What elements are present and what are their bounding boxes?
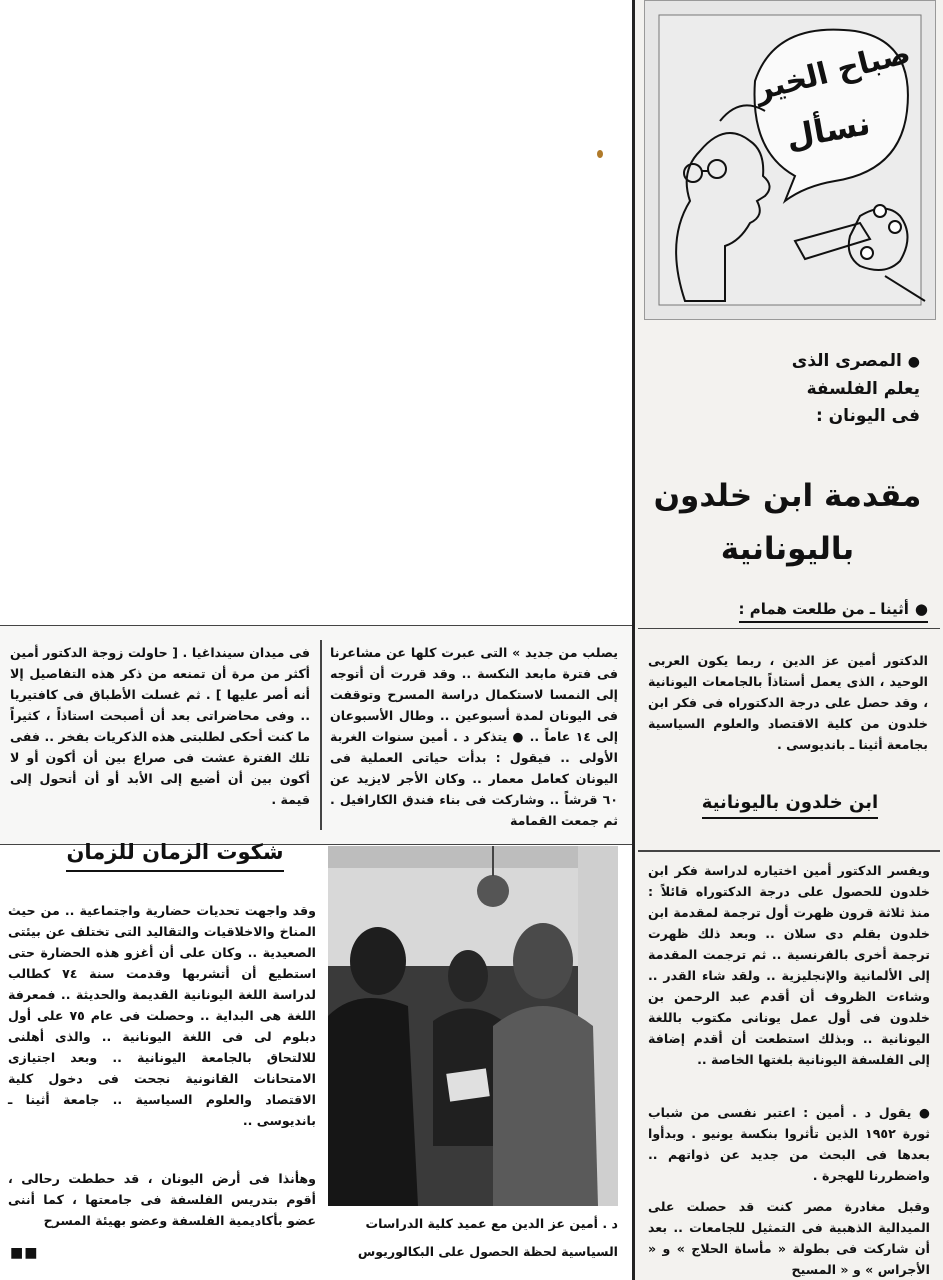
article-byline [650, 600, 928, 618]
headline-line-2: باليونانية [720, 531, 855, 567]
section-title [40, 840, 310, 864]
strip-paragraph-right: يصلب من جديد » التى عبرت كلها عن مشاعرنا فى فترة مابعد النكسة .. وقد قررت أن أتوجه إلى النمسا لاستكمال دراسة المسرح وتوقفت فى اليونان لمدة أسبوعين .. وطال الأسبوعان إلى ١٤ عاماً .. ● يتذكر د . أمين سنوات الغربة الأولى .. فيقول : بدأت حياتى العملية فى اليونان كعامل معمار .. وكان الأجر لايزيد عن ٦٠ قرشاً .. وشاركت فى بناء فندق الكارافيل . ثم جمعت القمامة [330, 645, 619, 828]
article-headline [650, 470, 925, 576]
section-title-text: شكوت الزمان للزمان [66, 840, 283, 872]
bullet-icon: ● [907, 354, 920, 370]
column-divider [320, 640, 322, 830]
subheading [650, 792, 930, 813]
strip-paragraph-left: فى ميدان سينداغيا . [ حاولت زوجة الدكتور أمين أكثر من مرة أن تمنعه من ذكر هذه التفاصيل إلا أنه أصر عليها ] . ثم غسلت الأطباق فى كافتيريا .. وفى محاضراتى بعد أن أصبحت استاذاً ، كثيراً ما كنت أحكى لطلبتى هذه الذكريات بفخر .. ففى تلك الفترة عشت فى صراع بين أن أكون أو لا أكون بين أن أضيع إلى الأبد أو أن أتحول إلى قيمة . [10, 645, 310, 807]
kicker-line-3: فى اليونان : [815, 406, 920, 426]
end-mark-icon: ■■ [10, 1245, 39, 1261]
photo-image [328, 846, 618, 1206]
body-paragraph-right-3: وقبل مغادرة مصر كنت قد حصلت على الميدالية الذهبية فى التمثيل للجامعات .. بعد أن شاركت فى بطولة « مأساة الحلاج » و « الأجراس » و « المسيح [648, 1199, 930, 1277]
intro-paragraph: الدكتور أمين عز الدين ، ربما يكون العربى الوحيد ، الذى يعمل أستاذاً بالجامعات اليونانية ، وقد حصل على درجة الدكتوراه فى فكر ابن خلدون من كلية الاقتصاد والعلوم السياسية بجامعة أثينا ـ بانديوسى . [648, 653, 928, 752]
byline-text [739, 600, 928, 623]
subheading-text: ابن خلدون باليونانية [702, 792, 878, 819]
divider [638, 850, 940, 852]
byline-label: أثينا ـ من طلعت همام : [738, 600, 909, 618]
bullet-icon: ● [914, 600, 928, 618]
paper-stain [597, 150, 603, 158]
kicker-line-1: المصرى الذى [791, 351, 902, 371]
article-kicker [650, 348, 920, 430]
body-paragraph-right-1: ويفسر الدكتور أمين اختياره لدراسة فكر ابن خلدون للحصول على درجة الدكتوراه قائلاً : منذ ثلاثة قرون ظهرت أول ترجمة لمقدمة ابن خلدون بقلم دى سلان .. وبعد ذلك ظهرت ترجمة أخرى بالفرنسية .. ثم ترجمت المقدمة إلى الألمانية والإنجليزية .. ولقد شاء القدر .. وشاءت الظروف أن أقدم عبد الرحمن بن خلدون فى أول عمل يونانى مكتوب باللغة اليونانية .. وبذلك استطعت أن أقدم إضافة إلى الفلسفة اليونانية بلغتها الخاصة .. [648, 863, 930, 1067]
photo-caption: د . أمين عز الدين مع عميد كلية الدراسات السياسية لحظة الحصول على البكالوريوس [357, 1216, 618, 1259]
cartoon-title-1: صباح الخير [751, 35, 914, 108]
body-paragraph-left-2: وهأنذا فى أرض اليونان ، قد حططت رحالى ، أقوم بتدريس الفلسفة فى جامعتها ، كما أننى عضو بأكاديمية الفلسفة وعضو بهيئة المسرح [8, 1171, 316, 1228]
article-photo [328, 846, 618, 1206]
body-paragraph-left-1: وقد واجهت تحديات حضارية واجتماعية .. من حيث المناخ والاخلاقيات والتقاليد التى تختلف عن بيئتى الصعيدية .. وكان على أن أغزو هذه الحضارة حتى استطيع أن أتشربها وقدمت سنة ٧٤ كطالب لدراسة اللغة اليونانية القديمة والحديثة .. فمعرفة اللغة هى البداية .. وحصلت فى عام ٧٥ على أول دبلوم لى فى اللغة اليونانية .. والذى أهلنى للالتحاق بالجامعة اليونانية .. وبعد اجتيازى الامتحانات القانونية نجحت فى دخول كلية الاقتصاد والعلوم السياسية .. جامعة أثينا ـ بانديوسى .. [8, 903, 317, 1128]
body-paragraph-right-2: ● يقول د . أمين : اعتبر نفسى من شباب ثورة ١٩٥٢ الذين تأثروا بنكسة يونيو . وبدأوا بعدها فى البحث من جديد عن ذواتهم .. واضطررنا للهجرة . [648, 1105, 931, 1183]
cartoon-title-2: نسأل [783, 104, 873, 157]
cartoon-drawing [645, 1, 935, 319]
cartoon-illustration [644, 0, 936, 320]
kicker-line-2: يعلم الفلسفة [806, 379, 920, 399]
headline-line-1: مقدمة ابن خلدون [653, 478, 922, 514]
